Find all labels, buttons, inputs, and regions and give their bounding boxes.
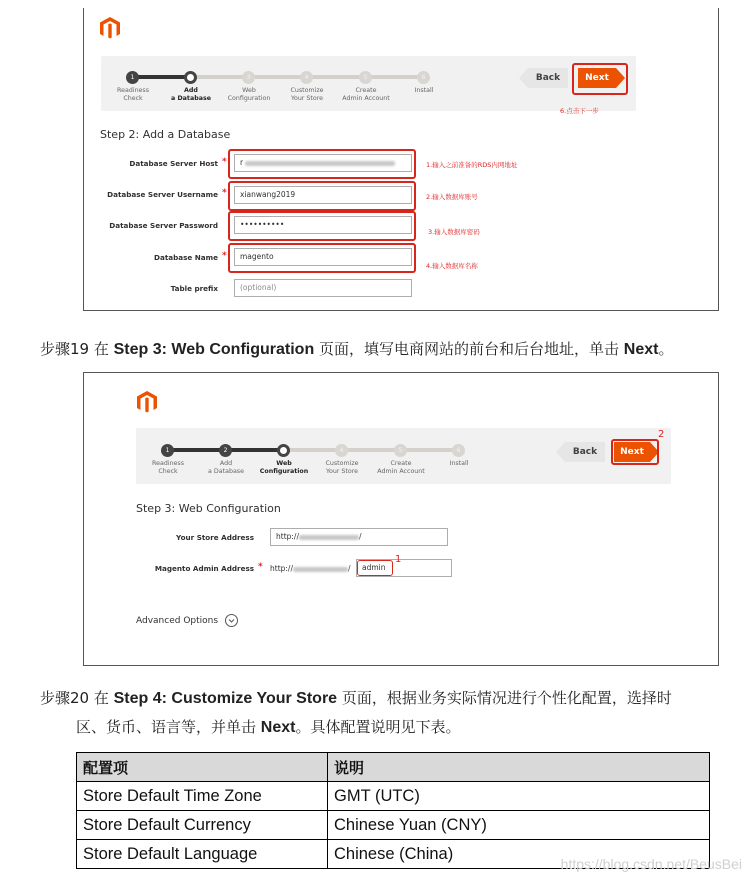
chevron-down-icon <box>225 614 238 627</box>
config-table <box>76 752 710 869</box>
note-db-host: 1.输入之前准备的RDS内网地址 <box>426 161 518 169</box>
step19-text: 页面，填写电商网站的前台和后台地址，单击 <box>314 340 624 358</box>
step19-end: 。 <box>658 340 674 358</box>
db-username-highlight <box>228 181 416 211</box>
table-cell: Chinese Yuan (CNY) <box>328 811 710 840</box>
note-db-name: 4.输入数据库名称 <box>426 262 478 270</box>
next-button[interactable]: Next <box>614 442 650 462</box>
step20-prefix: 步骤20 在 <box>40 689 114 707</box>
wizard-step-dot-1: 1 <box>126 71 139 84</box>
advanced-options-label: Advanced Options <box>136 616 219 626</box>
step19-paragraph <box>40 338 673 361</box>
required-star: * <box>222 188 227 198</box>
table-header-row <box>77 753 710 782</box>
wizard-step-dot-6: 6 <box>417 71 430 84</box>
back-button[interactable]: Back <box>528 68 568 88</box>
admin-address-label: Magento Admin Address <box>154 564 254 573</box>
db-name-input[interactable]: magento <box>234 248 412 266</box>
db-password-label: Database Server Password <box>109 221 218 230</box>
table-prefix-label: Table prefix <box>170 284 218 293</box>
wizard-step-label-2: Add a Database <box>171 87 211 102</box>
magento-logo-icon <box>136 390 158 414</box>
advanced-options-toggle[interactable] <box>136 614 238 627</box>
required-star: * <box>258 562 263 572</box>
wizard-step-dot-5: 5 <box>359 71 372 84</box>
wizard-step-label-4: Customize Your Store <box>290 87 324 102</box>
db-host-input[interactable]: r <box>234 154 412 172</box>
step20-text-2: 区、货币、语言等，并单击 <box>76 718 261 736</box>
step19-page-name: Step 3: Web Configuration <box>113 341 315 358</box>
table-prefix-input[interactable]: (optional) <box>234 279 412 297</box>
marker-2: 2 <box>658 429 665 440</box>
wizard-step-label-1: Readiness Check <box>152 460 184 475</box>
db-host-highlight <box>228 149 416 179</box>
next-button[interactable]: Next <box>578 68 616 88</box>
wizard-step-label-4: Customize Your Store <box>325 460 359 475</box>
table-cell: Store Default Time Zone <box>77 782 328 811</box>
table-row <box>77 811 710 840</box>
watermark: https://blog.csdn.net/BeusBei <box>560 856 742 872</box>
table-header-desc: 说明 <box>328 753 710 782</box>
required-star: * <box>222 251 227 261</box>
step-title: Step 2: Add a Database <box>100 128 231 141</box>
table-cell: Store Default Language <box>77 840 328 869</box>
wizard-step-dot-3: 3 <box>242 71 255 84</box>
step20-next-word: Next <box>260 719 296 736</box>
wizard-step-dot-3 <box>277 444 290 457</box>
wizard-step-label-2: Add a Database <box>208 460 244 475</box>
next-button-highlight <box>611 439 659 465</box>
note-click-next: 6.点击下一步 <box>560 107 599 115</box>
wizard-step-dot-4: 4 <box>300 71 313 84</box>
db-name-highlight <box>228 243 416 273</box>
magento-logo-icon <box>99 16 121 40</box>
step20-text-3: 。具体配置说明见下表。 <box>295 718 461 736</box>
admin-path-input[interactable]: admin <box>356 559 452 577</box>
wizard-step-dot-2: 2 <box>219 444 232 457</box>
screenshot-add-database <box>83 8 719 311</box>
db-username-input[interactable]: xianwang2019 <box>234 186 412 204</box>
wizard-step-dot-1: 1 <box>161 444 174 457</box>
wizard-step-label-3: Web Configuration <box>227 87 271 102</box>
db-name-label: Database Name <box>154 253 218 262</box>
db-password-input[interactable]: •••••••••• <box>234 216 412 234</box>
marker-1: 1 <box>395 554 402 565</box>
wizard-step-dot-5: 5 <box>394 444 407 457</box>
note-db-username: 2.输入数据库账号 <box>426 193 478 201</box>
table-cell: Chinese (China) <box>328 840 710 869</box>
step20-page-name: Step 4: Customize Your Store <box>113 690 338 707</box>
step20-paragraph-line1 <box>40 687 672 710</box>
step19-prefix: 步骤19 在 <box>40 340 114 358</box>
step19-next-word: Next <box>623 341 659 358</box>
wizard-step-dot-6: 6 <box>452 444 465 457</box>
store-address-label: Your Store Address <box>176 533 254 542</box>
table-cell: Store Default Currency <box>77 811 328 840</box>
screenshot-web-configuration <box>83 372 719 666</box>
wizard-step-label-3: Web Configuration <box>259 460 309 475</box>
wizard-step-label-6: Install <box>414 87 434 94</box>
db-host-label: Database Server Host <box>129 159 218 168</box>
db-username-label: Database Server Username <box>107 190 218 199</box>
db-password-highlight <box>228 211 416 241</box>
wizard-step-label-5: Create Admin Account <box>377 460 425 475</box>
step-title: Step 3: Web Configuration <box>136 502 281 515</box>
wizard-step-label-5: Create Admin Account <box>342 87 390 102</box>
wizard-step-dot-4: 4 <box>335 444 348 457</box>
admin-path-highlight <box>357 560 393 576</box>
store-address-input[interactable]: http:// / <box>270 528 448 546</box>
wizard-step-label-1: Readiness Check <box>117 87 149 102</box>
table-header-item: 配置项 <box>77 753 328 782</box>
wizard-step-dot-2 <box>184 71 197 84</box>
wizard-step-label-6: Install <box>449 460 469 467</box>
note-db-password: 3.输入数据库密码 <box>428 228 480 236</box>
table-cell: GMT (UTC) <box>328 782 710 811</box>
back-button[interactable]: Back <box>565 442 605 462</box>
table-row <box>77 782 710 811</box>
admin-url-base: http:// / <box>270 564 351 573</box>
step20-paragraph-line2 <box>76 716 460 739</box>
required-star: * <box>222 157 227 167</box>
step20-text: 页面，根据业务实际情况进行个性化配置，选择时 <box>337 689 672 707</box>
next-button-highlight <box>572 63 628 95</box>
